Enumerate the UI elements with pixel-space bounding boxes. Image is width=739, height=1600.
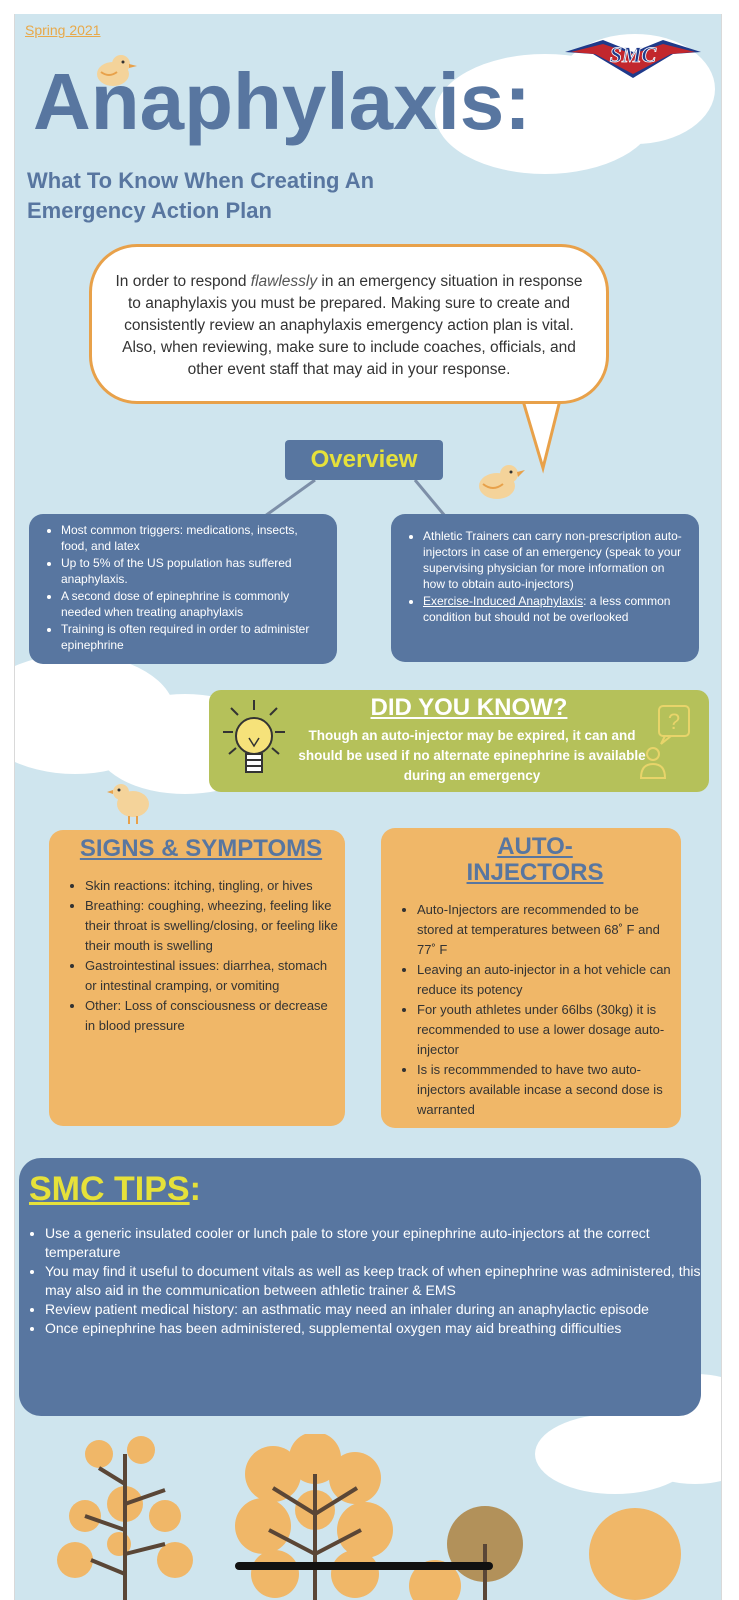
auto-injectors-heading: AUTO-INJECTORS xyxy=(466,833,604,886)
smc-tips-colon: : xyxy=(189,1170,201,1208)
question-person-icon xyxy=(639,702,695,782)
did-you-know-text: Though an auto-injector may be expired, it can and should be used if no alternate epinephrine is available during an emergency xyxy=(298,728,646,783)
list-item: • Training is often required in order to administer epinephrine xyxy=(61,621,327,653)
list-item: • Athletic Trainers can carry non-prescription auto-injectors in case of an emergency (speak to your supervising physician for more information on how to obtain auto-injectors) xyxy=(423,528,689,592)
list-item: • Auto-Injectors are recommended to be stored at temperatures between 68˚ F and 77˚ F xyxy=(417,900,675,960)
list-item: • Other: Loss of consciousness or decrease in blood pressure xyxy=(85,996,339,1036)
list-item: • Most common triggers: medications, insects, food, and latex xyxy=(61,522,327,554)
lightbulb-icon xyxy=(219,696,289,786)
list-item: • Leaving an auto-injector in a hot vehicle can reduce its potency xyxy=(417,960,675,1000)
did-you-know-title: DID YOU KNOW? xyxy=(370,694,568,721)
season-label: Spring 2021 xyxy=(25,22,101,38)
list-item: • Up to 5% of the US population has suffered anaphylaxis. xyxy=(61,555,327,587)
did-you-know-banner xyxy=(209,690,709,792)
logo-text: SMC xyxy=(609,42,657,67)
list-item: • Gastrointestinal issues: diarrhea, stomach or intestinal cramping, or vomiting xyxy=(85,956,339,996)
exercise-induced-anaphylaxis-term: Exercise-Induced Anaphylaxis xyxy=(423,594,584,608)
signs-symptoms-card xyxy=(49,830,345,1126)
exercise-induced-description: : a less common condition but should not be overlooked xyxy=(423,594,671,624)
smc-tips-heading xyxy=(29,1170,201,1209)
page-subtitle: What To Know When Creating An Emergency Action Plan xyxy=(27,168,375,223)
auto-injectors-card xyxy=(381,828,681,1128)
home-indicator[interactable] xyxy=(235,1562,493,1570)
list-item: • For youth athletes under 66lbs (30kg) it is recommended to use a lower dosage auto-injector xyxy=(417,1000,675,1060)
list-item: • Is is recommmended to have two auto-injectors available incase a second dose is warranted xyxy=(417,1060,675,1120)
page-title: Anaphylaxis: xyxy=(33,57,531,146)
list-item: • Review patient medical history: an asthmatic may need an inhaler during an anaphylactic episode xyxy=(45,1300,705,1319)
overview-heading: Overview xyxy=(285,440,443,480)
signs-symptoms-heading: SIGNS & SYMPTOMS xyxy=(79,835,323,862)
list-item: • Skin reactions: itching, tingling, or hives xyxy=(85,876,339,896)
tree-illustration xyxy=(15,1434,721,1600)
bird-icon xyxy=(107,778,157,826)
svg-text:?: ? xyxy=(667,709,681,734)
intro-emphasis: flawlessly xyxy=(250,273,318,290)
list-item xyxy=(423,593,689,625)
intro-text-start: In order to respond xyxy=(115,273,251,290)
list-item: • Use a generic insulated cooler or lunch pale to store your epinephrine auto-injectors at the correct temperature xyxy=(45,1224,705,1262)
intro-text-end: in an emergency situation in response to anaphylaxis you must be prepared. Making sure to create and consistently review an anaphylaxis emergency action plan is vital. Also, when reviewing, make sure to include coaches, officials, and other event staff that may aid in your response. xyxy=(122,273,583,378)
list-item: • Breathing: coughing, wheezing, feeling like their throat is swelling/closing, or feeling like their mouth is swelling xyxy=(85,896,339,956)
list-item: • Once epinephrine has been administered, supplemental oxygen may aid breathing difficulties xyxy=(45,1319,705,1338)
smc-tips-title: SMC TIPS xyxy=(29,1170,190,1208)
list-item: • A second dose of epinephrine is commonly needed when treating anaphylaxis xyxy=(61,588,327,620)
list-item: • You may find it useful to document vitals as well as keep track of when epinephrine was administered, this may also aid in the communication between athletic trainer & EMS xyxy=(45,1262,705,1300)
infographic-page xyxy=(14,14,722,1600)
overview-facts-left xyxy=(29,514,337,664)
smc-tips-panel xyxy=(19,1158,701,1416)
overview-facts-right xyxy=(391,514,699,662)
